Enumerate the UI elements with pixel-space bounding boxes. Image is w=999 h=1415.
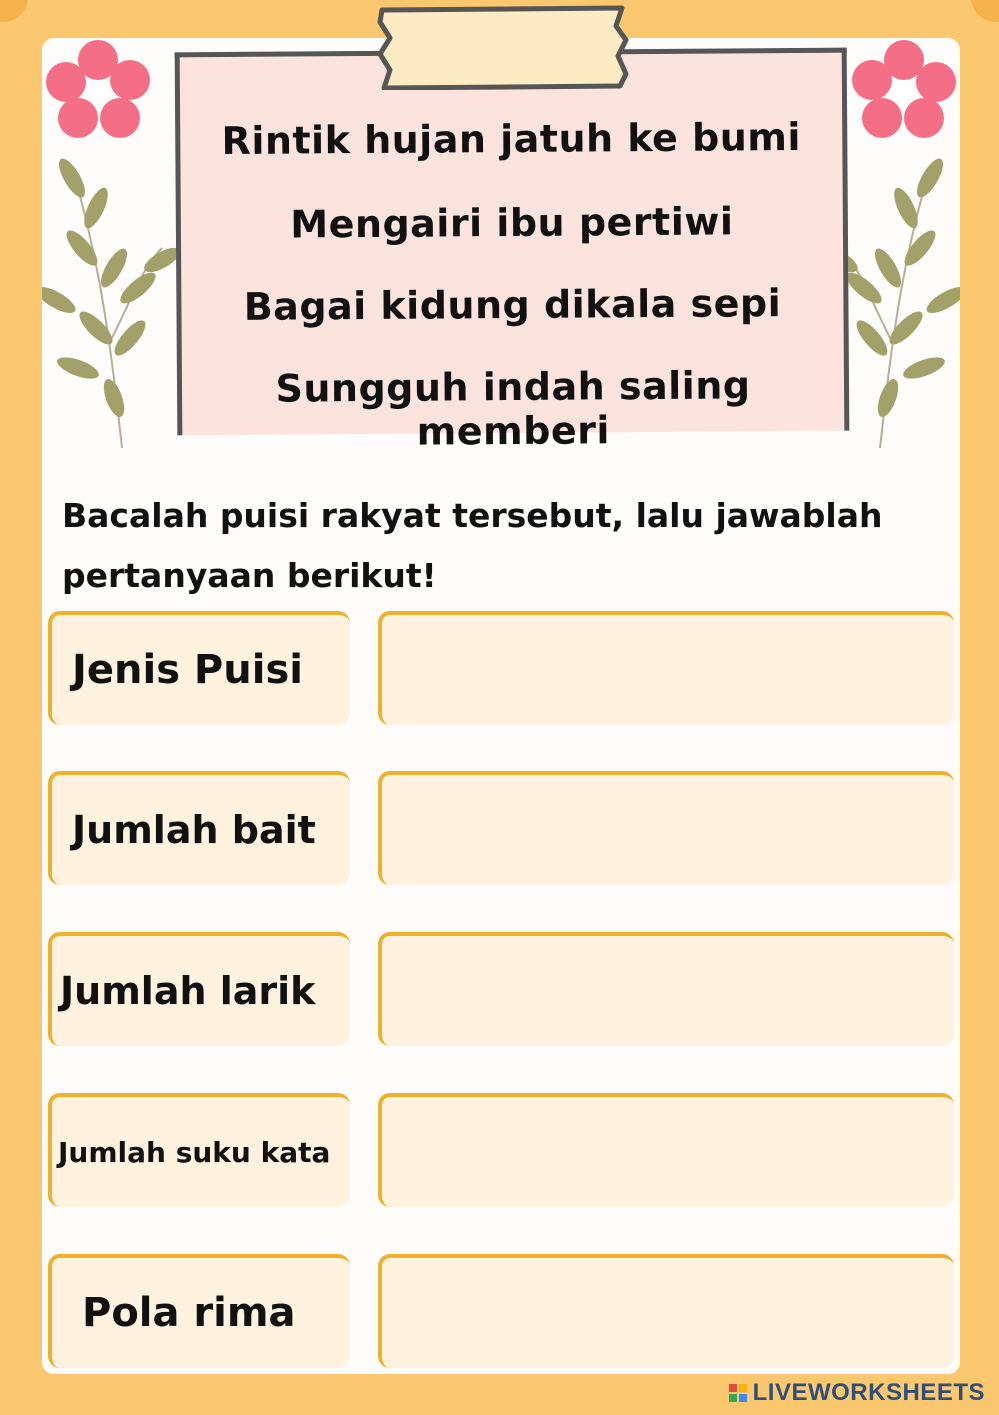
answer-input[interactable]: [382, 936, 954, 1046]
brand-name: LIVEWORKSHEETS: [752, 1379, 985, 1406]
tape-icon: [376, 4, 630, 90]
row-label-jumlah-suku-kata: [48, 1093, 350, 1207]
answer-field-jenis-puisi[interactable]: [378, 611, 954, 725]
poem-line: Sungguh indah saling memberi: [275, 363, 751, 454]
row-label-jumlah-larik: [48, 932, 350, 1046]
row-label-text: Jenis Puisi: [72, 647, 303, 693]
poem-line: Mengairi ibu pertiwi: [290, 199, 734, 247]
instruction-text: Bacalah puisi rakyat tersebut, lalu jawablah pertanyaan berikut!: [62, 496, 883, 595]
row-label-text: Jumlah bait: [72, 808, 316, 852]
answer-field-jumlah-larik[interactable]: [378, 932, 954, 1046]
row-label-text: Jumlah larik: [60, 969, 316, 1013]
corner-decoration: [971, 0, 999, 22]
answer-field-jumlah-suku-kata[interactable]: [378, 1093, 954, 1207]
answer-field-pola-rima[interactable]: [378, 1254, 954, 1368]
answer-input[interactable]: [382, 1097, 954, 1207]
row-label-text: Pola rima: [82, 1290, 296, 1336]
corner-decoration: [0, 0, 28, 22]
row-label-jenis-puisi: [48, 611, 350, 725]
row-label-text: Jumlah suku kata: [58, 1135, 331, 1169]
poem-line: Rintik hujan jatuh ke bumi: [221, 114, 802, 164]
poem-line: Bagai kidung dikala sepi: [243, 281, 782, 329]
flower-branch-icon: [42, 38, 182, 458]
liveworksheets-logo-icon: [729, 1384, 747, 1402]
answer-field-jumlah-bait[interactable]: [378, 771, 954, 885]
answer-input[interactable]: [382, 775, 954, 885]
worksheet-page: [42, 38, 960, 1374]
row-label-jumlah-bait: [48, 771, 350, 885]
liveworksheets-brand[interactable]: [729, 1379, 985, 1407]
row-label-pola-rima: [48, 1254, 350, 1368]
answer-input[interactable]: [382, 1258, 954, 1368]
poem-card: [175, 48, 850, 454]
answer-input[interactable]: [382, 615, 954, 725]
